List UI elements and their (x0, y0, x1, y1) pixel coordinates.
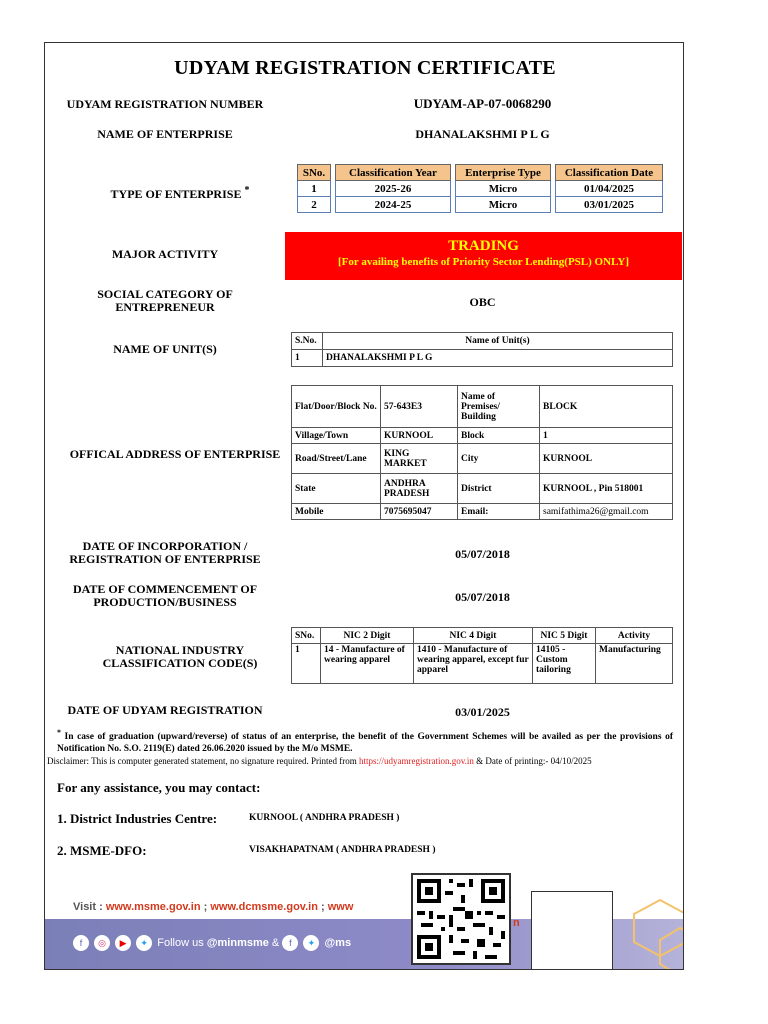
incorporation-value: 05/07/2018 (455, 547, 510, 561)
cell: Village/Town (292, 428, 381, 444)
col-header: NIC 2 Digit (321, 628, 414, 644)
col-header: SNo. (298, 165, 331, 181)
cell: 2 (298, 197, 331, 213)
table-row (292, 444, 673, 474)
assistance-heading: For any assistance, you may contact: (57, 780, 261, 795)
enterprise-type-label: TYPE OF ENTERPRISE * (110, 185, 250, 201)
cell: Name of Premises/ Building (458, 386, 540, 428)
nic-table (291, 627, 673, 684)
cell: Manufacturing (596, 644, 673, 684)
table-row (292, 504, 673, 520)
table-row (298, 197, 663, 213)
social-category-value: OBC (469, 295, 496, 309)
col-header: SNo. (292, 628, 321, 644)
cell: City (458, 444, 540, 474)
cell: Email: (458, 504, 540, 520)
table-row (292, 474, 673, 504)
table-row (298, 181, 663, 197)
cell: 7075695047 (381, 504, 458, 520)
cell: 1 (540, 428, 673, 444)
msme-link[interactable]: www.msme.gov.in (105, 901, 201, 913)
twitter-icon-2[interactable]: ✦ (303, 935, 319, 951)
cell: 14 - Manufacture of wearing apparel (321, 644, 414, 684)
col-header: Enterprise Type (456, 165, 551, 181)
col-header: S.No. (292, 333, 323, 350)
reg-number-value: UDYAM-AP-07-0068290 (413, 96, 552, 111)
units-table (291, 332, 673, 367)
qr-code-icon (413, 875, 509, 963)
col-header: NIC 4 Digit (414, 628, 533, 644)
col-header: Classification Date (556, 165, 663, 181)
enterprise-name-value: DHANALAKSHMI P L G (415, 127, 550, 141)
cell: Micro (456, 197, 551, 213)
dfo-value: VISAKHAPATNAM ( ANDHRA PRADESH ) (249, 845, 436, 855)
enterprise-name-label: NAME OF ENTERPRISE (97, 127, 233, 141)
cell: 03/01/2025 (556, 197, 663, 213)
twitter-icon[interactable]: ✦ (136, 935, 152, 951)
cell: KURNOOL (381, 428, 458, 444)
cell: 1410 - Manufacture of wearing apparel, except fur apparel (414, 644, 533, 684)
cell: KURNOOL (540, 444, 673, 474)
cell: Flat/Door/Block No. (292, 386, 381, 428)
col-header: Name of Unit(s) (323, 333, 673, 350)
cell: 2025-26 (336, 181, 451, 197)
cell: 1 (298, 181, 331, 197)
footnote: * In case of graduation (upward/reverse) of status of an enterprise, the benefit of the Government Schemes will be availed as per the provisions of Notification No. S.O. 2119(E) dated 26.06.2020 issued by the M/o MSME. (57, 728, 674, 755)
units-label: NAME OF UNIT(S) (113, 342, 217, 356)
certificate (44, 42, 684, 970)
address-table (291, 385, 673, 520)
cell: 2024-25 (336, 197, 451, 213)
table-row (292, 350, 673, 367)
dcmsme-link[interactable]: www.dcmsme.gov.in (210, 901, 318, 913)
dfo-label: 2. MSME-DFO: (57, 843, 147, 858)
hexagon-decoration-icon (630, 898, 684, 970)
cell: KURNOOL , Pin 518001 (540, 474, 673, 504)
visit-tail: n (513, 917, 520, 929)
col-header: NIC 5 Digit (533, 628, 596, 644)
cell: 1 (292, 644, 321, 684)
reg-number-label: UDYAM REGISTRATION NUMBER (66, 97, 264, 111)
major-activity-value: TRADING (448, 238, 519, 254)
facebook-icon[interactable]: f (73, 935, 89, 951)
udyam-date-value: 03/01/2025 (455, 705, 510, 719)
udyam-link[interactable]: https://udyamregistration.gov.in (359, 756, 474, 766)
cell: Block (458, 428, 540, 444)
certificate-title: UDYAM REGISTRATION CERTIFICATE (174, 57, 556, 79)
social-category-label: SOCIAL CATEGORY OF ENTREPRENEUR (97, 287, 233, 314)
cell: Mobile (292, 504, 381, 520)
udyam-date-label: DATE OF UDYAM REGISTRATION (67, 703, 263, 717)
commencement-label: DATE OF COMMENCEMENT OF PRODUCTION/BUSINESS (72, 582, 258, 609)
blank-box (531, 891, 613, 970)
youtube-icon[interactable]: ▶ (115, 935, 131, 951)
address-label: OFFICAL ADDRESS OF ENTERPRISE (69, 447, 281, 461)
cell: ANDHRA PRADESH (381, 474, 458, 504)
dic-value: KURNOOL ( ANDHRA PRADESH ) (249, 813, 400, 823)
cell: 1 (292, 350, 323, 367)
cell: Micro (456, 181, 551, 197)
table-row (292, 386, 673, 428)
dic-label: 1. District Industries Centre: (57, 811, 218, 826)
instagram-icon[interactable]: ◎ (94, 935, 110, 951)
col-header: Classification Year (336, 165, 451, 181)
follow-line: f ◎ ▶ ✦ Follow us @minmsme & f ✦ @ms (73, 935, 351, 951)
cell: State (292, 474, 381, 504)
major-activity-banner (285, 232, 682, 280)
enterprise-type-table (297, 164, 663, 213)
cell: samifathima26@gmail.com (540, 504, 673, 520)
psl-note: [For availing benefits of Priority Sector Lending(PSL) ONLY] (338, 256, 629, 268)
cell: 01/04/2025 (556, 181, 663, 197)
qr-code (411, 873, 511, 965)
cell: District (458, 474, 540, 504)
major-activity-label: MAJOR ACTIVITY (111, 247, 219, 261)
disclaimer: Disclaimer: This is computer generated statement, no signature required. Printed from https://udyamregistration.gov.in & Date of printing:- 04/10/2025 (47, 756, 592, 766)
cell: Road/Street/Lane (292, 444, 381, 474)
table-row (292, 644, 673, 684)
table-row (292, 428, 673, 444)
cell: KING MARKET (381, 444, 458, 474)
cell: 14105 - Custom tailoring (533, 644, 596, 684)
cell: DHANALAKSHMI P L G (323, 350, 673, 367)
cell: 57-643E3 (381, 386, 458, 428)
nic-label: NATIONAL INDUSTRY CLASSIFICATION CODE(S) (102, 643, 258, 670)
visit-line: Visit : www.msme.gov.in ; www.dcmsme.gov.in ; www (73, 901, 354, 913)
facebook-icon-2[interactable]: f (282, 935, 298, 951)
incorporation-label: DATE OF INCORPORATION / REGISTRATION OF ENTERPRISE (69, 539, 261, 566)
commencement-value: 05/07/2018 (455, 590, 510, 604)
col-header: Activity (596, 628, 673, 644)
cell: BLOCK (540, 386, 673, 428)
